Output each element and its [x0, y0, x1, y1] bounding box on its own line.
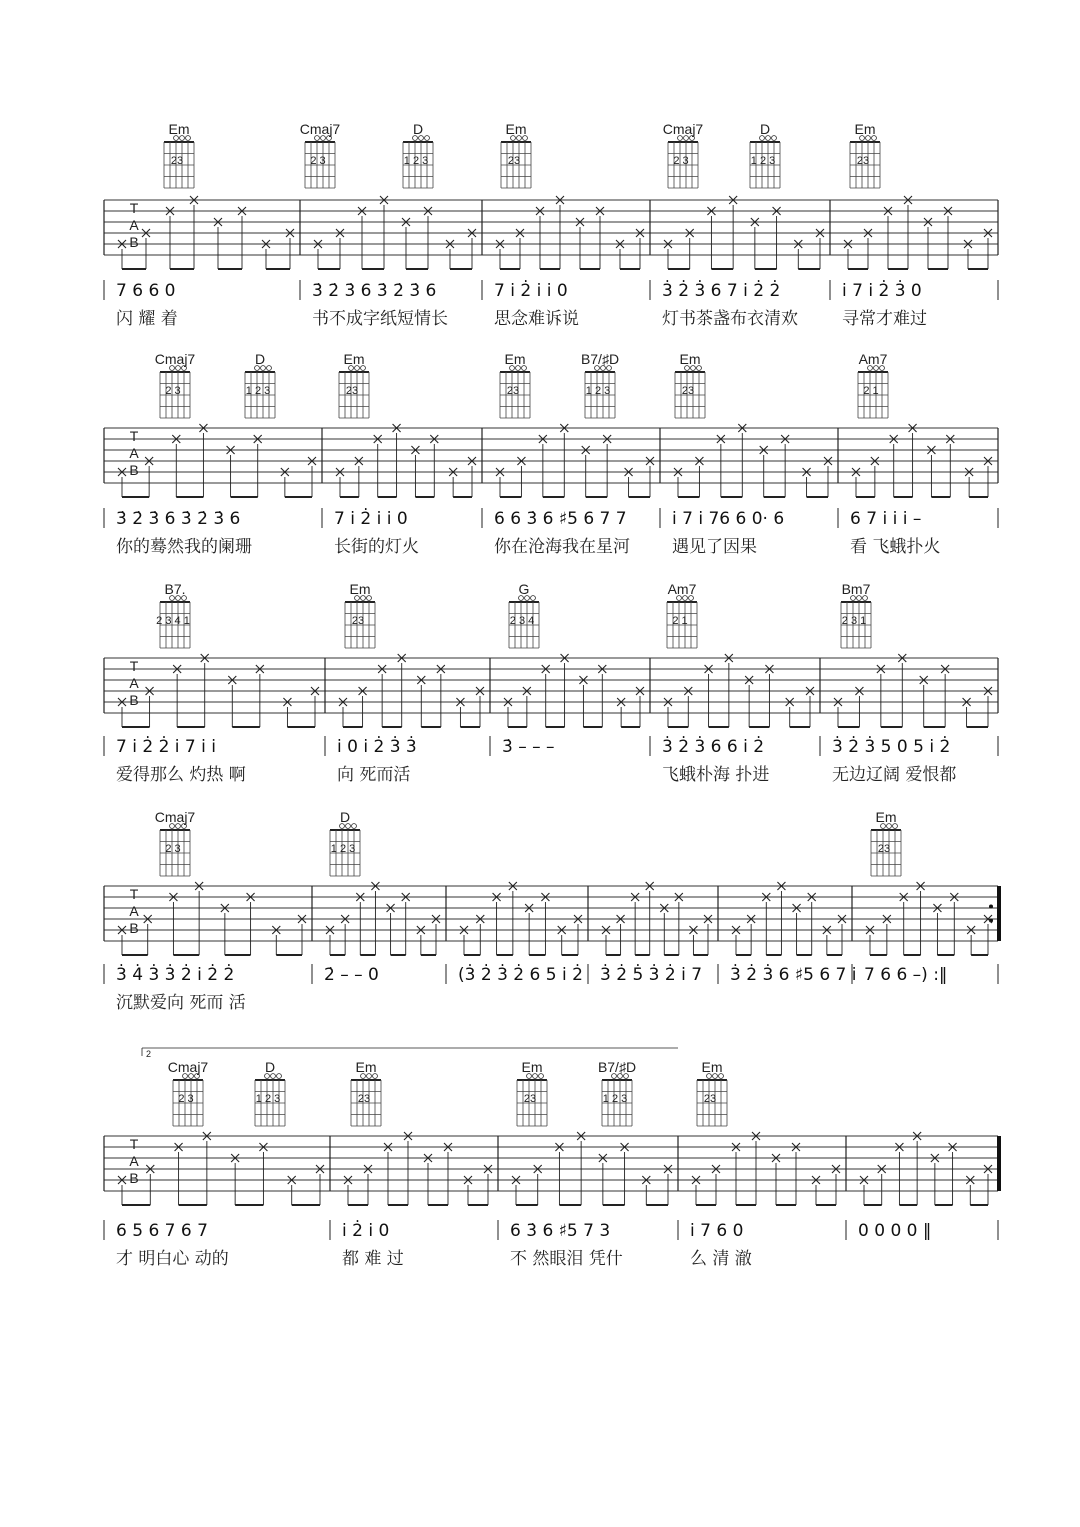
- open-string-mark: [772, 136, 777, 141]
- chord-name: D: [264, 1059, 276, 1075]
- lyric-line: 么 清 澈: [690, 1249, 752, 1269]
- chord-fingering: 23: [506, 385, 520, 397]
- chord-diagram: [155, 351, 196, 418]
- chord-diagram: [500, 351, 530, 418]
- chord-name: Em: [701, 1059, 723, 1075]
- chord-fingering: 23: [523, 1093, 537, 1105]
- tab-letter: B: [129, 234, 139, 250]
- chord-diagram: [581, 351, 619, 418]
- chord-fingering: 1 2 3: [403, 155, 429, 167]
- chord-fingering: 23: [345, 385, 359, 397]
- tab-letter: A: [129, 445, 139, 461]
- chord-diagram: [330, 809, 360, 876]
- chord-fingering: 2 1: [863, 385, 879, 397]
- jianpu-measure: i 0 i 2̇ 3̇ 3̇: [337, 737, 417, 757]
- chord-name: Em: [679, 351, 701, 367]
- lyric-line: 灯书茶盏布衣清欢: [662, 309, 798, 329]
- chord-fingering: 23: [856, 155, 870, 167]
- chord-diagram: [663, 121, 704, 188]
- jianpu-measure: 3̇ 2̇ 3̇ 6 6 i 2̇: [662, 737, 765, 757]
- volta-number: 2: [146, 1049, 152, 1059]
- chord-name: Am7: [858, 351, 888, 367]
- lyric-line: 遇见了因果: [672, 537, 757, 557]
- lyric-line: 才 明白心 动的: [116, 1249, 229, 1269]
- jianpu-measure: 7 i 2̇ i i 0: [494, 281, 568, 301]
- final-bar: [997, 1136, 1001, 1191]
- tab-letter: T: [129, 428, 139, 444]
- tab-letter: A: [129, 1153, 139, 1169]
- chord-name: Am7: [667, 581, 697, 597]
- chord-name: Cmaj7: [154, 809, 196, 825]
- chord-name: Cmaj7: [154, 351, 196, 367]
- tab-letter: B: [129, 462, 139, 478]
- chord-fingering: 2 3: [165, 385, 181, 397]
- chord-diagram: [300, 121, 341, 188]
- chord-fingering: 2 3: [165, 843, 181, 855]
- chord-diagram: [509, 581, 539, 648]
- tab-letter: T: [129, 658, 139, 674]
- chord-diagram: [697, 1059, 727, 1126]
- chord-diagram: [871, 809, 901, 876]
- final-bar: [997, 886, 1001, 941]
- jianpu-measure: 2̇ – – 0: [324, 965, 379, 985]
- lyric-line: 闪 耀 着: [116, 309, 178, 329]
- system-2: [104, 351, 998, 557]
- chord-fingering: 23: [681, 385, 695, 397]
- lyric-line: 书不成字纸短情长: [312, 309, 448, 329]
- tab-letter: B: [129, 920, 139, 936]
- tab-letter: A: [129, 903, 139, 919]
- tab-letter: B: [129, 692, 139, 708]
- chord-name: Em: [343, 351, 365, 367]
- open-string-mark: [352, 824, 357, 829]
- jianpu-measure: 3̇ 4̇ 3̇ 3̇ 2̇ i 2̇ 2̇: [116, 965, 235, 985]
- chord-fingering: 2 1: [672, 615, 688, 627]
- chord-fingering: 2 3: [673, 155, 689, 167]
- chord-name: Cmaj7: [167, 1059, 209, 1075]
- lyric-line: 你的蓦然我的阑珊: [116, 537, 252, 557]
- chord-name: Em: [355, 1059, 377, 1075]
- chord-name: D: [412, 121, 424, 137]
- chord-name: Em: [854, 121, 876, 137]
- jianpu-measure: 3̇ 2̇ 3̇ 6 3̇ 2̇ 3̇ 6: [312, 281, 437, 301]
- chord-diagram: [255, 1059, 285, 1126]
- chord-name: Em: [505, 121, 527, 137]
- jianpu-measure: i 2̇ i 0: [342, 1221, 390, 1241]
- chord-diagram: [675, 351, 705, 418]
- jianpu-measure: i 7 i 2̇ 3̇ 0: [842, 281, 922, 301]
- chord-diagram: [156, 581, 190, 648]
- repeat-dot: [989, 905, 993, 909]
- open-string-mark: [425, 136, 430, 141]
- chord-name: Bm7: [841, 581, 871, 597]
- jianpu-measure: 6 5 6 7 6 7: [116, 1221, 208, 1241]
- lyric-line: 无边辽阔 爱恨都: [832, 765, 957, 785]
- lyric-line: 爱得那么 灼热 啊: [116, 765, 246, 785]
- chord-diagram: [164, 121, 194, 188]
- lyric-line: 向 死而活: [337, 765, 411, 785]
- lyric-line: 思念难诉说: [494, 309, 579, 329]
- system-5: [104, 1059, 1001, 1269]
- chord-fingering: 1 2 3: [245, 385, 271, 397]
- chord-fingering: 2 3 4: [509, 615, 535, 627]
- jianpu-measure: 6 6 3̇ 6 ♯5 6 7 7: [494, 509, 627, 529]
- chord-name: Em: [349, 581, 371, 597]
- tab-letter: T: [129, 200, 139, 216]
- jianpu-measure: 3̇ 2̇ 5̇ 3̇ 2̇ i 7: [600, 965, 703, 985]
- chord-name: Cmaj7: [662, 121, 704, 137]
- chord-diagram: [517, 1059, 547, 1126]
- jianpu-measure: 0 0 0 0 ‖: [858, 1221, 932, 1241]
- open-string-mark: [531, 596, 536, 601]
- jianpu-measure: 7 6 6 –) :‖: [864, 965, 948, 985]
- jianpu-measure: (3̇ 2̇ 3̇ 2̇ 6 5 i 2̇: [458, 965, 583, 985]
- system-1: [104, 121, 998, 329]
- jianpu-measure: 7 i 2̇ i i 0: [334, 509, 408, 529]
- chord-diagram: [339, 351, 369, 418]
- tab-letter: A: [129, 217, 139, 233]
- lyric-line: 你在沧海我在星河: [494, 537, 630, 557]
- chord-fingering: 1 2 3: [330, 843, 356, 855]
- jianpu-measure: i 7 6 0: [690, 1221, 744, 1241]
- tab-letter: A: [129, 675, 139, 691]
- chord-name: B7/♯D: [597, 1059, 637, 1075]
- lyric-line: 都 难 过: [342, 1249, 404, 1269]
- chord-diagram: [168, 1059, 209, 1126]
- jianpu-measure: 3̇ 2̇ 3̇ 5 0 5 i 2̇: [832, 737, 951, 757]
- chord-name: D: [759, 121, 771, 137]
- jianpu-measure: 3̇ – – –: [502, 737, 555, 757]
- chord-fingering: 23: [357, 1093, 371, 1105]
- tab-letter: B: [129, 1170, 139, 1186]
- open-string-mark: [277, 1074, 282, 1079]
- chord-diagram: [345, 581, 375, 648]
- chord-fingering: 23: [351, 615, 365, 627]
- chord-diagram: [245, 351, 275, 418]
- chord-name: Em: [521, 1059, 543, 1075]
- chord-fingering: 23: [507, 155, 521, 167]
- jianpu-measure: i 7 i 76 6 0· 6: [672, 509, 785, 529]
- chord-name: G: [518, 581, 530, 597]
- chord-diagram: [850, 121, 880, 188]
- jianpu-measure: 6 7 i i i –: [850, 509, 922, 529]
- lyric-line: 沉默爱向 死而 活: [116, 993, 246, 1013]
- system-3: [104, 581, 998, 785]
- chord-name: Cmaj7: [299, 121, 341, 137]
- jianpu-measure: 3̇ 2̇ 3̇ 6 ♯5 6 7 i: [730, 965, 857, 985]
- open-string-mark: [267, 366, 272, 371]
- system-4: [104, 809, 1001, 1013]
- chord-fingering: 1 2 3: [585, 385, 611, 397]
- lyric-line: 看 飞蛾扑火: [850, 537, 941, 557]
- jianpu-measure: 6 3̇ 6 ♯5 7 3: [510, 1221, 611, 1241]
- jianpu-measure: 3̇ 2̇ 3̇ 6 7 i 2̇ 2̇: [662, 281, 781, 301]
- chord-diagram: [403, 121, 433, 188]
- chord-diagram: [858, 351, 888, 418]
- chord-diagram: [351, 1059, 381, 1126]
- chord-fingering: 2 3: [178, 1093, 194, 1105]
- chord-diagram: [155, 809, 196, 876]
- chord-diagram: [501, 121, 531, 188]
- chord-name: Em: [168, 121, 190, 137]
- jianpu-measure: 3̇ 2̇ 3̇ 6 3̇ 2̇ 3̇ 6: [116, 509, 241, 529]
- volta-bracket: [142, 1048, 678, 1059]
- chord-fingering: 1 2 3: [602, 1093, 628, 1105]
- chord-name: D: [254, 351, 266, 367]
- chord-name: Em: [875, 809, 897, 825]
- chord-name: B7/♯D: [580, 351, 620, 367]
- chord-name: B7.: [164, 581, 186, 597]
- chord-diagram: [841, 581, 871, 648]
- tab-letter: T: [129, 1136, 139, 1152]
- lyric-line: 不 然眼泪 凭什: [510, 1249, 623, 1269]
- chord-diagram: [750, 121, 780, 188]
- chord-fingering: 2 3 4 1: [156, 615, 190, 627]
- chord-fingering: 2 3 1: [841, 615, 867, 627]
- chord-diagram: [667, 581, 697, 648]
- jianpu-measure: 7 6 6 0: [116, 281, 176, 301]
- chord-fingering: 1 2 3: [255, 1093, 281, 1105]
- jianpu-measure: 7 i 2̇ 2̇ i 7 i i: [116, 737, 216, 757]
- tab-letter: T: [129, 886, 139, 902]
- chord-fingering: 23: [877, 843, 891, 855]
- lyric-line: 寻常才难过: [842, 309, 927, 329]
- lyric-line: 飞蛾朴海 扑进: [662, 765, 770, 785]
- chord-fingering: 1 2 3: [750, 155, 776, 167]
- chord-fingering: 23: [703, 1093, 717, 1105]
- chord-name: D: [339, 809, 351, 825]
- chord-name: Em: [504, 351, 526, 367]
- chord-fingering: 23: [170, 155, 184, 167]
- chord-fingering: 2 3: [310, 155, 326, 167]
- chord-diagram: [598, 1059, 636, 1126]
- lyric-line: 长街的灯火: [334, 537, 419, 557]
